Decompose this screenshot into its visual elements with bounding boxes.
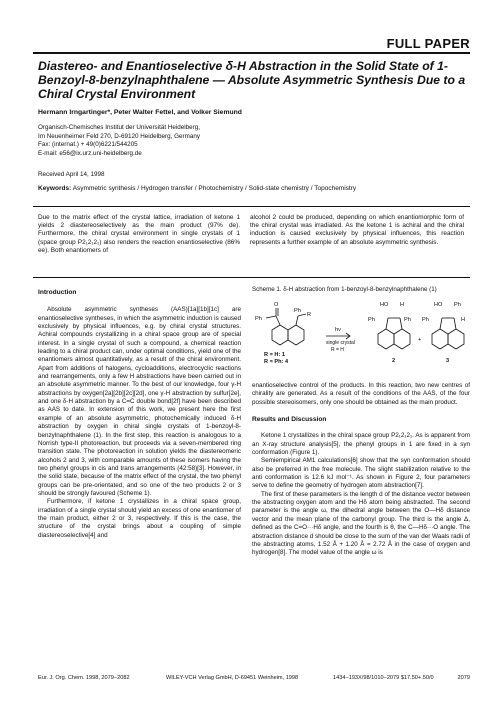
section-label: FULL PAPER <box>386 36 470 51</box>
atom-label: Ph <box>255 316 262 322</box>
abstract-right: alcohol 2 could be produced, depending on which enantiomorphic form of the chiral crystal was irradiated. As the ketone 1 is achiral and the chiral induction is caused exclusively by physical influences, this reaction represents a further example of an absolute asymmetric synthesis. <box>250 214 464 246</box>
compound-label: 2 <box>392 358 396 364</box>
compound-label: R = Ph: 4 <box>264 359 289 365</box>
right-column <box>252 382 470 558</box>
received-date: Received April 14, 1998 <box>38 171 105 178</box>
atom-label: HO <box>434 302 443 308</box>
keywords-list: Asymmetric synthesis / Hydrogen transfer / Photochemistry / Solid-state chemistry / Topochemistry <box>72 185 357 192</box>
atom-label: Ph <box>454 302 461 308</box>
paragraph: enantioselective control of the products. In this reaction, two new centres of chirality are generated. As a result of the conditions of the AAS, of the four possible stereoisomers, only one should be obtained as the main product. <box>252 382 470 406</box>
left-column <box>38 289 241 540</box>
scheme-1-reaction <box>250 296 472 372</box>
abstract-left: Due to the matrix effect of the crystal lattice, irradiation of ketone 1 yields 2 diastereoselectively as the main product (97% de). Furthermore, the chiral crystal environment in single crystals of 1 (space group P2₁2₁2₁) also renders the reaction enantioselective (86% ee). Both enantiomers of <box>38 214 240 254</box>
atom-label: Ph <box>294 308 301 314</box>
arrow-label-bottom: single crystal <box>326 340 355 346</box>
paragraph: Furthermore, if ketone 1 crystallizes in a chiral space group, irradiation of a single crystal should yield an excess of one enantiomer of the main product, either 2 or 3, respectively. If this is the case, the structure of the crystal brings about a coupling of simple diastereoselective[4] and <box>38 498 241 539</box>
journal-citation: Eur. J. Org. Chem. 1998, 2079−2082 <box>38 675 130 681</box>
paragraph: Ketone 1 crystallizes in the chiral space group P2₁2₁2₁. As is apparent from an X-ray structure analysis[5], the phenyl groups in 1 are fixed in a syn conformation (Figure 1). <box>252 432 470 457</box>
affiliation-line: Im Neuenheimer Feld 270, D-69120 Heidelberg, Germany <box>38 132 201 140</box>
affiliation-line: Organisch-Chemisches Institut der Universität Heidelberg, <box>38 124 201 131</box>
keywords-label: Keywords: <box>38 185 72 192</box>
atom-label: HO <box>380 302 389 308</box>
atom-label: R <box>307 312 312 318</box>
affiliation-line: Fax: (internat.) + 49(0)6221/544205 <box>38 141 138 148</box>
arrow-label-top: hν <box>335 327 341 333</box>
section-heading-introduction: Introduction <box>38 289 77 296</box>
section-heading-results: Results and Discussion <box>252 416 327 424</box>
compound-label: R = H: 1 <box>264 352 285 358</box>
issn-line: 1434−193X/98/1010−2079 $17.50+.50/0 <box>333 675 434 681</box>
paragraph: Absolute asymmetric syntheses (AAS)[1a][1b][1c] are enantioselective syntheses, in which the asymmetric induction is caused exclusively by physical influences, e.g. by chiral crystal structures. Achiral compounds crystallizing in a chiral space group are of special interest. In a single crystal of such a compound, a chemical reaction leading to a chiral product can, under optimal conditions, yield one of the enantiomers almost quantitatively, as a result of the chiral environment. Apart from additions of halogens, cycloadditions, electrocyclic reactions and rearrangements, only a few H abstractions have been carried out in an absolute asymmetric manner. To the best of our knowledge, four γ-H abstractions by oxygen[2a][2b][2c][2d], one γ-H abstraction by sulfur[2e], and one δ-H abstraction by a C=C double bond[2f] have been described as AAS to date. In extension of this work, we present here the first example of an absolute asymmetric, photochemically induced δ-H abstraction by oxygen in chiral single crystals of 1-benzoyl-8-benzylnaphthalene (1). In the first step, this reaction is analogous to a Norrish type-II photoreaction, but proceeds via a seven-membered ring transition state. The photoreaction in solution yields the diastereomeric alcohols 2 and 3, with comparable amounts of these isomers having the two phenyl groups in cis and trans arrangements (42:58)[3]. However, in the solid state, because of the matrix effect of the crystal, the two phenyl groups can be pre-orientated, and so one of the two products 2 or 3 should be strongly favoured (Scheme 1). <box>38 306 241 497</box>
atom-label: Ph <box>422 317 429 323</box>
affiliation-email[interactable]: E-mail: e56@ix.urz.uni-heidelberg.de <box>38 149 142 157</box>
atom-label: H <box>400 302 405 308</box>
affiliation <box>38 124 200 158</box>
publisher-line: WILEY-VCH Verlag GmbH, D-69451 Weinheim, 1998 <box>166 675 299 681</box>
atom-label: Ph <box>368 317 375 323</box>
paragraph: The first of these parameters is the length d of the distance vector between the abstracting oxygen atom and the Hδ atom being abstracted. The second parameter is the angle ω, the dihedral angle between the O—Hδ distance vector and the mean plane of the carbonyl group. The third is the angle Δ, defined as the C=O···Hδ angle, and the fourth is θ, the C—Hδ···O angle. The abstraction distance d should be close to the sum of the van der Waals radii of the abstracting atoms, 1.52 Å + 1.20 Å = 2.72 Å in the case of oxygen and hydrogen[8]. The model value of the angle ω is <box>252 490 470 557</box>
plus-sign: + <box>418 337 422 343</box>
atom-label: Ph <box>404 317 411 323</box>
header-rule <box>33 52 470 54</box>
keywords <box>38 185 356 192</box>
atom-label: O <box>274 302 279 308</box>
arrow-label-bottom: R = H <box>331 347 344 353</box>
atom-label: H <box>461 317 466 323</box>
authors: Hermann Irngartinger*, Peter Walter Fettel, and Volker Siemund <box>38 109 242 116</box>
scheme-caption: Scheme 1. δ-H abstraction from 1-benzoyl-8-benzylnaphthalene (1) <box>252 286 437 293</box>
article-title: Diastereo- and Enantioselective δ-H Abstraction in the Solid State of 1-Benzoyl-8-benzylnaphthalene — Absolute Asymmetric Synthesis Due to a Chiral Crystal Environment <box>38 59 466 101</box>
page-number: 2079 <box>457 675 470 681</box>
paragraph: Semiempirical AM1 calculations[6] show that the syn conformation should also be preferred in the free molecule. The slight stabilization relative to the anti conformation is 12.6 kJ mol⁻¹. As shown in Figure 2, four parameters serve to define the geometry of hydrogen atom abstraction[7]. <box>252 457 470 490</box>
abstract <box>33 206 470 278</box>
compound-label: 3 <box>446 358 450 364</box>
